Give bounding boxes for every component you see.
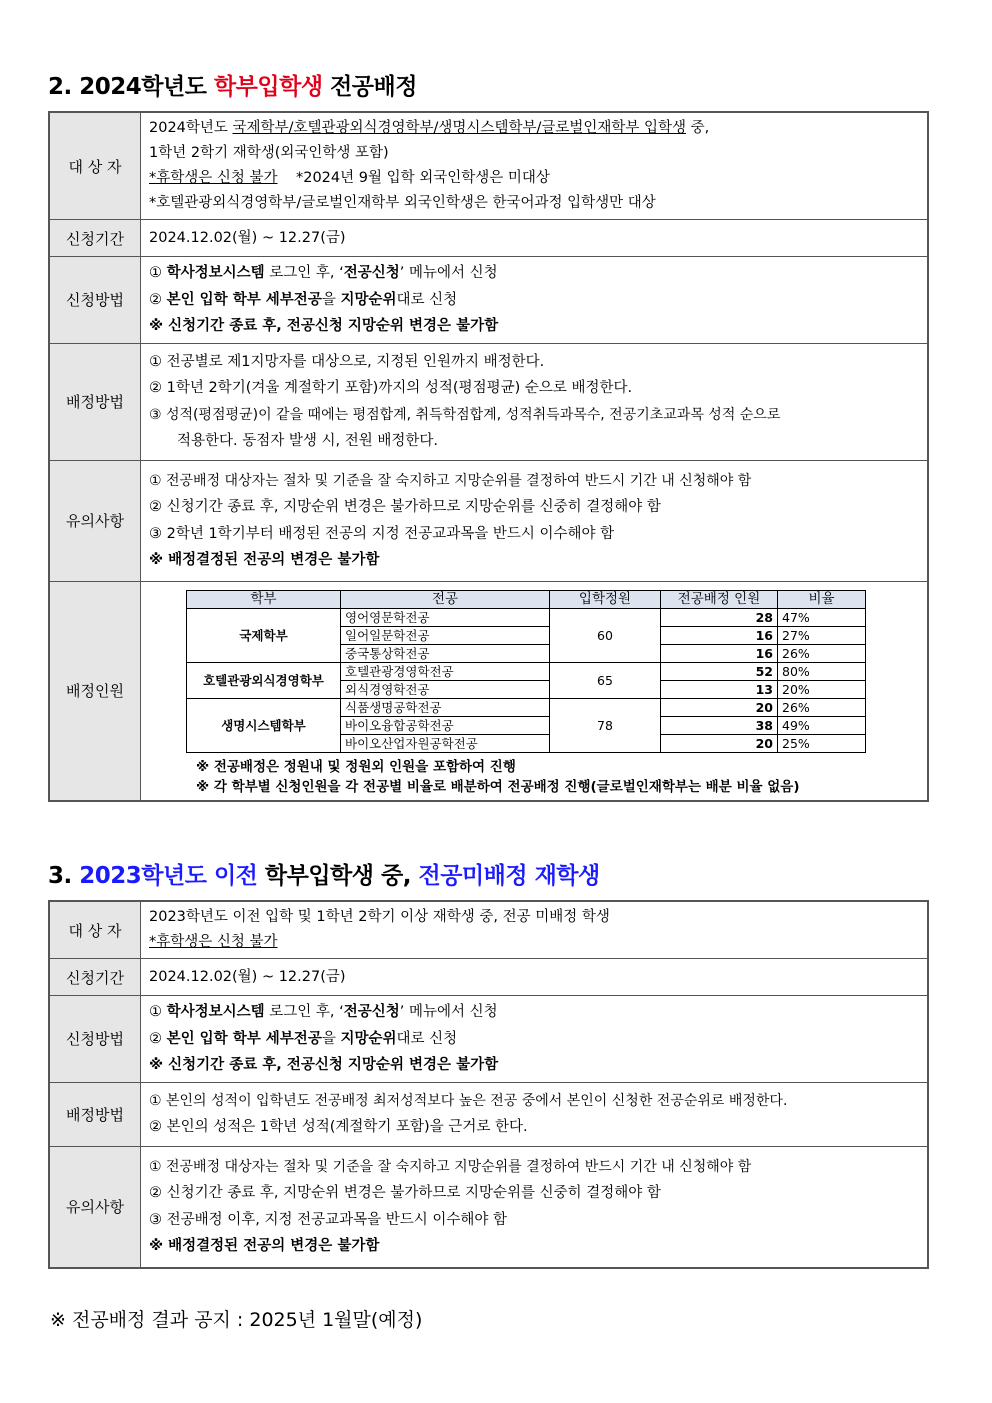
- target-line: 1학년 2학기 재학생(외국인학생 포함): [149, 145, 389, 161]
- section-number: 3.: [48, 863, 72, 889]
- assign-line: ② 본인의 성적은 1학년 성적(계절학기 포함)을 근거로 한다.: [149, 1119, 528, 1135]
- faculty-cell: 호텔관광외식경영학부: [187, 662, 341, 698]
- major-cell: 일어일문학전공: [341, 626, 550, 644]
- caution-line: ② 신청기간 종료 후, 지망순위 변경은 불가하므로 지망순위를 신중히 결정해야 함: [149, 1185, 661, 1201]
- major-cell: 식품생명공학전공: [341, 698, 550, 716]
- table-row: [187, 662, 866, 680]
- quota-note: ※ 전공배정은 정원내 및 정원외 인원을 포함하여 진행: [196, 758, 516, 775]
- section-2-table: [48, 111, 929, 802]
- ratio-cell: 80%: [778, 662, 866, 680]
- row-label: 신청기간: [49, 959, 141, 996]
- assign-line: ② 1학년 2학기(겨울 계절학기 포함)까지의 성적(평점평균) 순으로 배정한다.: [149, 380, 633, 396]
- quota-table: [186, 590, 866, 753]
- heading-year: 2024학년도: [79, 74, 207, 100]
- ratio-cell: 26%: [778, 644, 866, 662]
- assign-row: [49, 1082, 928, 1146]
- faculty-cell: 생명시스템학부: [187, 698, 341, 752]
- quota-header-row: [187, 590, 866, 608]
- ratio-cell: 27%: [778, 626, 866, 644]
- count-cell: 16: [661, 626, 778, 644]
- row-label: 신청방법: [49, 257, 141, 344]
- period-value: 2024.12.02(월) ~ 12.27(금): [141, 959, 929, 996]
- ratio-cell: 25%: [778, 734, 866, 752]
- quota-header: 전공: [341, 590, 550, 608]
- method-line: ① 학사정보시스템 로그인 후, ‘전공신청’ 메뉴에서 신청: [149, 265, 498, 281]
- caution-note: ※ 배정결정된 전공의 변경은 불가함: [149, 1238, 380, 1254]
- ratio-cell: 20%: [778, 680, 866, 698]
- heading-middle: 학부입학생 중,: [264, 863, 411, 889]
- quota-header: 비율: [778, 590, 866, 608]
- heading-tail: 전공배정: [330, 74, 417, 100]
- period-row: [49, 220, 928, 257]
- count-cell: 38: [661, 716, 778, 734]
- target-line: *휴학생은 신청 불가: [149, 934, 278, 950]
- caution-note: ※ 배정결정된 전공의 변경은 불가함: [149, 552, 380, 568]
- count-cell: 20: [661, 734, 778, 752]
- row-label: 신청기간: [49, 220, 141, 257]
- major-cell: 호텔관광경영학전공: [341, 662, 550, 680]
- heading-highlight: 전공미배정 재학생: [418, 863, 600, 889]
- admission-cell: 60: [550, 608, 661, 662]
- quota-row: [49, 581, 928, 801]
- method-line: ① 학사정보시스템 로그인 후, ‘전공신청’ 메뉴에서 신청: [149, 1004, 498, 1020]
- faculty-cell: 국제학부: [187, 608, 341, 662]
- method-line: ② 본인 입학 학부 세부전공을 지망순위대로 신청: [149, 1030, 458, 1047]
- caution-line: ① 전공배정 대상자는 절차 및 기준을 잘 숙지하고 지망순위를 결정하여 반드시 기간 내 신청해야 함: [149, 1158, 752, 1175]
- count-cell: 28: [661, 608, 778, 626]
- heading-year: 2023학년도 이전: [79, 863, 258, 889]
- major-cell: 외식경영학전공: [341, 680, 550, 698]
- ratio-cell: 47%: [778, 608, 866, 626]
- target-line: 2024학년도 국제학부/호텔관광외식경영학부/생명시스템학부/글로벌인재학부 입학생 중,: [149, 120, 710, 136]
- caution-line: ③ 전공배정 이후, 지정 전공교과목을 반드시 이수해야 함: [149, 1211, 508, 1228]
- major-cell: 바이오융합공학전공: [341, 716, 550, 734]
- caution-row: [49, 1146, 928, 1268]
- method-note: ※ 신청기간 종료 후, 전공신청 지망순위 변경은 불가함: [149, 318, 499, 334]
- quota-header: 학부: [187, 590, 341, 608]
- assign-line: ③ 성적(평점평균)이 같을 때에는 평점합계, 취득학점합계, 성적취득과목수, 전공기초교과목 성적 순으로: [149, 406, 781, 423]
- quota-header: 입학정원: [550, 590, 661, 608]
- target-row: [49, 112, 928, 220]
- ratio-cell: 49%: [778, 716, 866, 734]
- section-number: 2.: [48, 74, 72, 100]
- period-value: 2024.12.02(월) ~ 12.27(금): [141, 220, 929, 257]
- section-2-heading: [48, 68, 417, 101]
- target-line: *휴학생은 신청 불가 *2024년 9월 입학 외국인학생은 미대상: [149, 170, 550, 186]
- row-label: 유의사항: [49, 460, 141, 581]
- assign-row: [49, 343, 928, 460]
- row-label: 배정인원: [49, 581, 141, 801]
- ratio-cell: 26%: [778, 698, 866, 716]
- admission-cell: 65: [550, 662, 661, 698]
- row-label: 대 상 자: [49, 901, 141, 959]
- caution-line: ② 신청기간 종료 후, 지망순위 변경은 불가하므로 지망순위를 신중히 결정해야 함: [149, 499, 661, 515]
- row-label: 유의사항: [49, 1146, 141, 1268]
- count-cell: 52: [661, 662, 778, 680]
- section-3-table: [48, 900, 929, 1269]
- row-label: 배정방법: [49, 1082, 141, 1146]
- method-line: ② 본인 입학 학부 세부전공을 지망순위대로 신청: [149, 291, 458, 308]
- count-cell: 13: [661, 680, 778, 698]
- target-faculties: 국제학부/호텔관광외식경영학부/생명시스템학부/글로벌인재학부 입학생: [232, 120, 687, 136]
- count-cell: 16: [661, 644, 778, 662]
- target-line: 2023학년도 이전 입학 및 1학년 2학기 이상 재학생 중, 전공 미배정 학생: [149, 909, 610, 925]
- caution-line: ③ 2학년 1학기부터 배정된 전공의 지정 전공교과목을 반드시 이수해야 함: [149, 525, 615, 542]
- quota-note: ※ 각 학부별 신청인원을 각 전공별 비율로 배분하여 전공배정 진행(글로벌인재학부는 배분 비율 없음): [196, 778, 800, 795]
- quota-header: 전공배정 인원: [661, 590, 778, 608]
- assign-line: 적용한다. 동점자 발생 시, 전원 배정한다.: [177, 433, 438, 449]
- admission-cell: 78: [550, 698, 661, 752]
- caution-row: [49, 460, 928, 581]
- row-label: 배정방법: [49, 343, 141, 460]
- assign-line: ① 전공별로 제1지망자를 대상으로, 지정된 인원까지 배정한다.: [149, 353, 545, 370]
- method-row: [49, 257, 928, 344]
- major-cell: 중국통상학전공: [341, 644, 550, 662]
- method-note: ※ 신청기간 종료 후, 전공신청 지망순위 변경은 불가함: [149, 1057, 499, 1073]
- result-notice: ※ 전공배정 결과 공지 : 2025년 1월말(예정): [50, 1309, 423, 1331]
- row-label: 대 상 자: [49, 112, 141, 220]
- table-row: [187, 698, 866, 716]
- assign-line: ① 본인의 성적이 입학년도 전공배정 최저성적보다 높은 전공 중에서 본인이 신청한 전공순위로 배정한다.: [149, 1092, 788, 1109]
- target-row: [49, 901, 928, 959]
- major-cell: 바이오산업자원공학전공: [341, 734, 550, 752]
- target-line: *호텔관광외식경영학부/글로벌인재학부 외국인학생은 한국어과정 입학생만 대상: [149, 195, 656, 211]
- heading-highlight: 학부입학생: [213, 74, 323, 100]
- major-cell: 영어영문학전공: [341, 608, 550, 626]
- row-label: 신청방법: [49, 996, 141, 1083]
- section-3-heading: [48, 857, 600, 890]
- method-row: [49, 996, 928, 1083]
- count-cell: 20: [661, 698, 778, 716]
- caution-line: ① 전공배정 대상자는 절차 및 기준을 잘 숙지하고 지망순위를 결정하여 반드시 기간 내 신청해야 함: [149, 472, 752, 489]
- period-row: [49, 959, 928, 996]
- table-row: [187, 608, 866, 626]
